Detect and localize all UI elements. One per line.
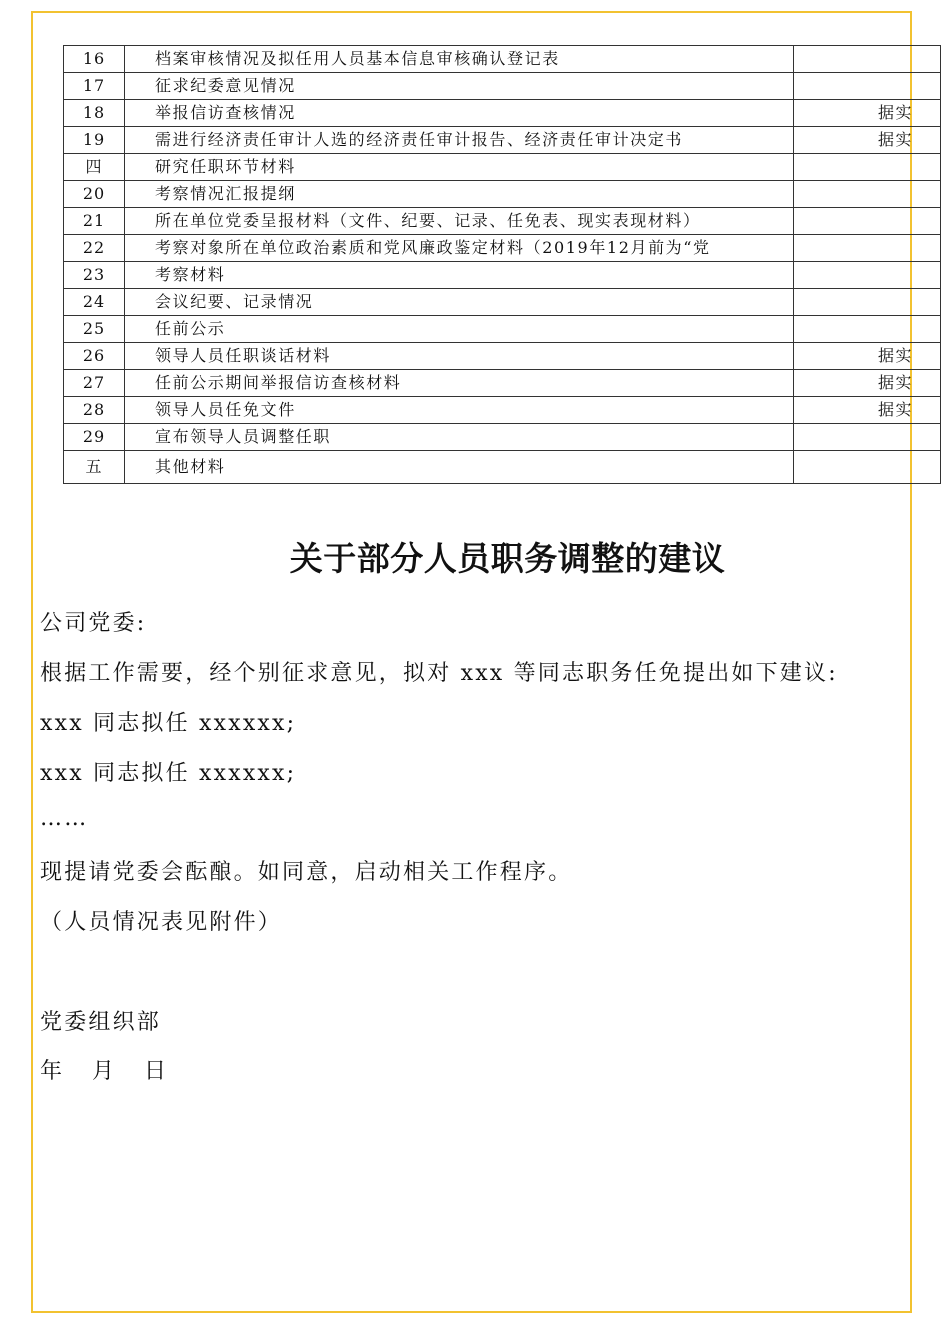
proposal-item-1: xxx 同志拟任 xxxxxx;: [40, 711, 297, 736]
request-paragraph: 现提请党委会酝酿。如同意，启动相关工作程序。: [40, 860, 573, 885]
table-row: [64, 181, 941, 208]
row-number: 24: [64, 289, 125, 316]
table-row: [64, 154, 941, 181]
table-row: [64, 46, 941, 73]
table-row: [64, 397, 941, 424]
row-number: 21: [64, 208, 125, 235]
row-name: 其他材料: [125, 451, 794, 484]
row-number: 17: [64, 73, 125, 100]
proposal-item-2: xxx 同志拟任 xxxxxx;: [40, 761, 297, 786]
row-name: 会议纪要、记录情况: [125, 289, 794, 316]
row-name: 考察情况汇报提纲: [125, 181, 794, 208]
row-number: 16: [64, 46, 125, 73]
table-row: [64, 343, 941, 370]
table-row: [64, 235, 941, 262]
row-note: [794, 181, 941, 208]
row-note: [794, 316, 941, 343]
table-row: [64, 73, 941, 100]
row-note: [794, 154, 941, 181]
date-line: 年 月 日: [40, 1059, 171, 1084]
table-row: [64, 127, 941, 154]
row-note: [794, 451, 941, 484]
salutation: 公司党委:: [40, 611, 147, 636]
row-name: 征求纪委意见情况: [125, 73, 794, 100]
row-name: 所在单位党委呈报材料（文件、纪要、记录、任免表、现实表现材料）: [125, 208, 794, 235]
row-name: 考察对象所在单位政治素质和党风廉政鉴定材料（2019年12月前为“党: [125, 235, 794, 262]
row-number: 23: [64, 262, 125, 289]
row-number: 27: [64, 370, 125, 397]
ellipsis: ……: [40, 806, 89, 831]
table-row: [64, 316, 941, 343]
row-note: [794, 289, 941, 316]
row-note: 据实: [794, 100, 941, 127]
row-number: 25: [64, 316, 125, 343]
attachment-note: （人员情况表见附件）: [40, 910, 283, 935]
row-note: 据实: [794, 397, 941, 424]
row-number: 22: [64, 235, 125, 262]
row-name: 举报信访查核情况: [125, 100, 794, 127]
table-row: [64, 100, 941, 127]
row-number: 20: [64, 181, 125, 208]
row-note: 据实: [794, 370, 941, 397]
table-row: [64, 208, 941, 235]
row-number: 29: [64, 424, 125, 451]
row-note: 据实: [794, 127, 941, 154]
row-name: 领导人员任职谈话材料: [125, 343, 794, 370]
row-number: 18: [64, 100, 125, 127]
row-name: 领导人员任免文件: [125, 397, 794, 424]
row-number: 五: [64, 451, 125, 484]
row-name: 任前公示: [125, 316, 794, 343]
table-row: [64, 424, 941, 451]
intro-paragraph: 根据工作需要，经个别征求意见，拟对 xxx 等同志职务任免提出如下建议:: [40, 661, 838, 686]
row-name: 研究任职环节材料: [125, 154, 794, 181]
row-note: [794, 208, 941, 235]
row-note: [794, 424, 941, 451]
row-number: 28: [64, 397, 125, 424]
row-name: 需进行经济责任审计人选的经济责任审计报告、经济责任审计决定书: [125, 127, 794, 154]
row-note: [794, 73, 941, 100]
table-row: [64, 262, 941, 289]
row-name: 考察材料: [125, 262, 794, 289]
table-row: [64, 451, 941, 484]
row-name: 档案审核情况及拟任用人员基本信息审核确认登记表: [125, 46, 794, 73]
row-name: 宣布领导人员调整任职: [125, 424, 794, 451]
signature: 党委组织部: [40, 1010, 162, 1035]
row-number: 19: [64, 127, 125, 154]
table-row: [64, 370, 941, 397]
row-note: [794, 46, 941, 73]
row-number: 26: [64, 343, 125, 370]
row-note: 据实: [794, 343, 941, 370]
row-note: [794, 262, 941, 289]
row-note: [794, 235, 941, 262]
row-name: 任前公示期间举报信访查核材料: [125, 370, 794, 397]
table-row: [64, 289, 941, 316]
row-number: 四: [64, 154, 125, 181]
document-title: 关于部分人员职务调整的建议: [289, 539, 726, 578]
materials-table: [63, 45, 941, 484]
